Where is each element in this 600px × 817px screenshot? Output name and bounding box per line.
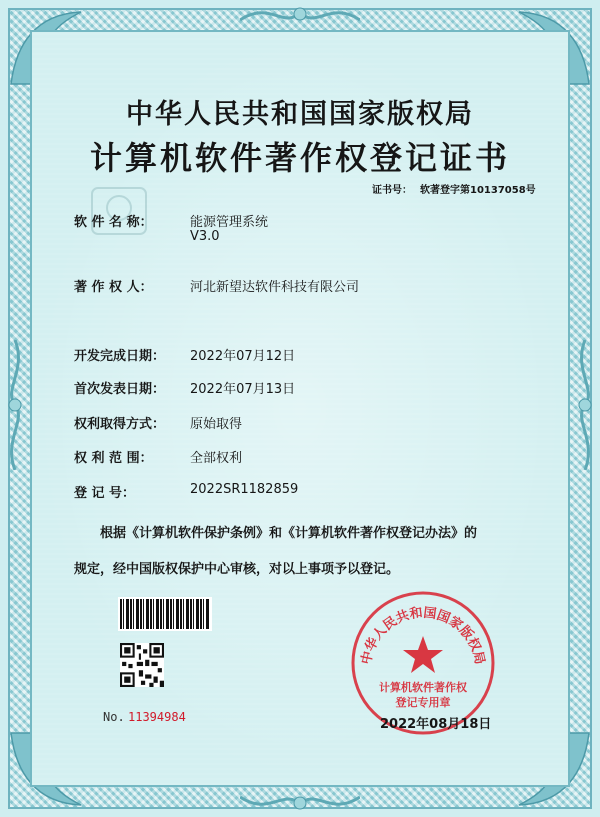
rights-scope-label: 权 利 范 围： [74,451,153,466]
seal-inner-line-1: 计算机软件著作权 [379,681,467,694]
publication-date-value: 2022年07月13日 [190,382,296,397]
seal-outer-text: 中华人民共和国国家版权局 [359,605,487,666]
serial-number-label: No. [103,710,125,724]
acquisition-method-label: 权利取得方式： [74,417,166,432]
completion-date-value: 2022年07月12日 [190,349,296,364]
certificate-number-value: 软著登字第10137058号 [420,185,536,196]
seal-inner-line-2: 登记专用章 [395,696,451,709]
certificate-title: 计算机软件著作权登记证书 [89,139,510,177]
publication-date-label: 首次发表日期： [74,382,166,397]
software-version-value: V3.0 [190,229,220,244]
barcode [118,597,212,631]
certificate-number [372,181,536,196]
registration-number-label: 登 记 号： [74,486,136,501]
copyright-owner-value: 河北新望达软件科技有限公司 [190,280,360,295]
serial-number-value: 11394984 [128,710,186,724]
issue-date: 2022年08月18日 [380,717,492,732]
bottom-ornament-icon [240,785,360,817]
registration-number-value: 2022SR1182859 [190,482,299,497]
rights-scope-value: 全部权利 [190,451,243,466]
statement-line-1: 根据《计算机软件保护条例》和《计算机软件著作权登记办法》的 [100,526,478,541]
statement-line-2: 规定，经中国版权保护中心审核，对以上事项予以登记。 [74,562,400,577]
software-name-value: 能源管理系统 [190,215,269,230]
software-name-label: 软 件 名 称： [74,215,153,230]
copyright-owner-label: 著 作 权 人： [74,280,153,295]
completion-date-label: 开发完成日期： [74,349,166,364]
issuing-authority: 中华人民共和国国家版权局 [126,99,474,130]
side-ornament-icon [2,340,28,470]
certificate-number-label: 证书号： [372,185,412,196]
side-ornament-icon [572,340,598,470]
acquisition-method-value: 原始取得 [190,417,243,432]
qr-code-icon [120,643,164,687]
top-ornament-icon [240,0,360,32]
